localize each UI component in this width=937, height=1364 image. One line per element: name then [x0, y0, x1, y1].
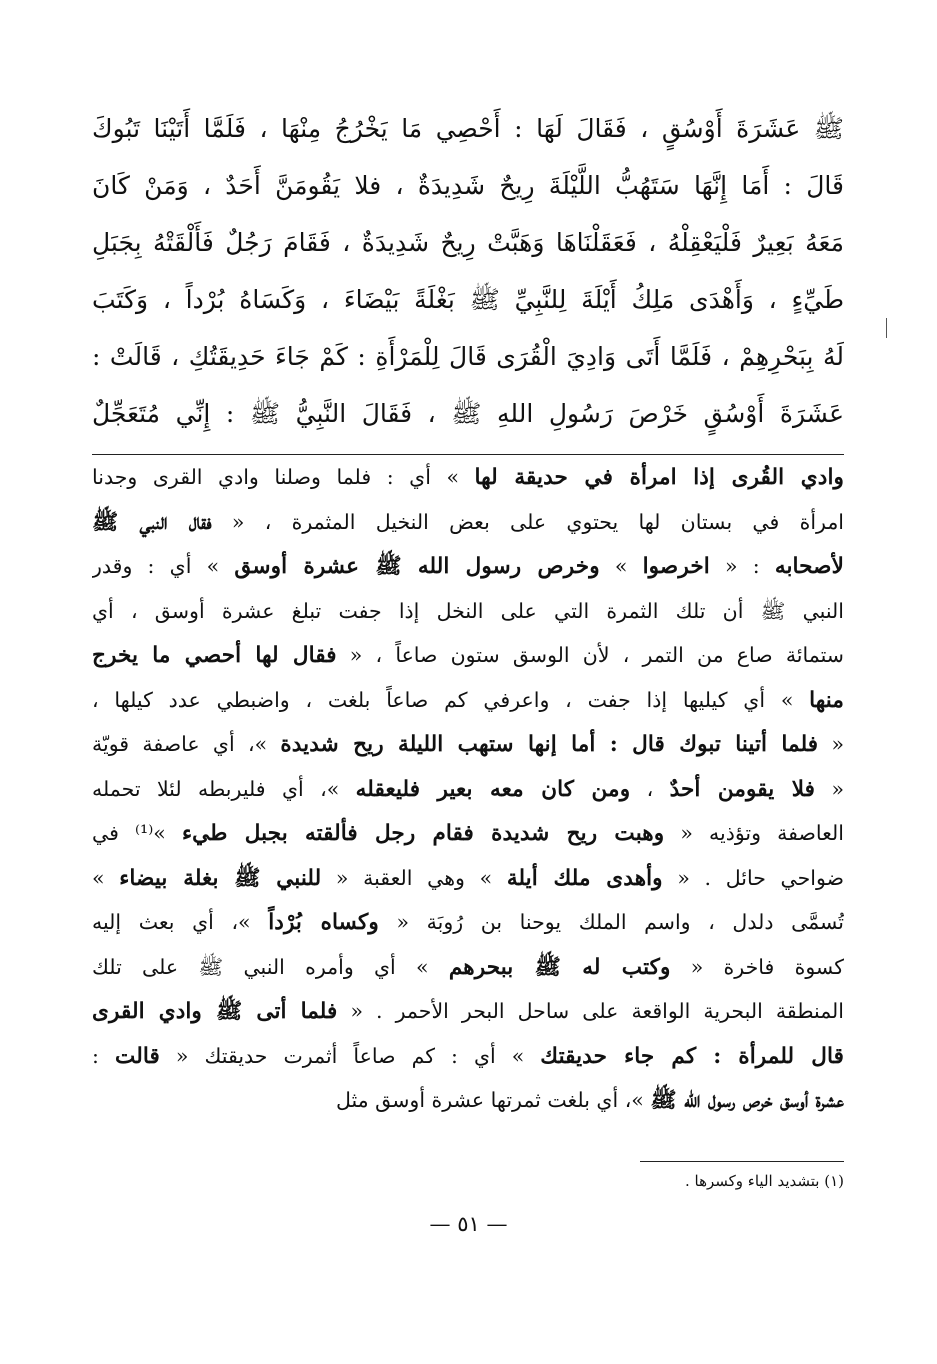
commentary-line [92, 811, 844, 856]
commentary-segment: » [599, 554, 643, 578]
emphasized-quote: للنبي ﷺ بغلة بيضاء [119, 865, 322, 891]
emphasized-quote: اخرصوا [642, 554, 710, 579]
emphasized-quote: عشرة أوسق خرص رسول الله ﷺ [650, 1088, 844, 1113]
commentary-segment: » أي وأمره النبي ﷺ على تلك [92, 954, 449, 979]
commentary-segment: ، [630, 776, 670, 801]
commentary-segment: المنطقة البحرية الواقعة على ساحل البحر الأحمر . « [337, 999, 844, 1023]
commentary-segment: : [92, 1043, 115, 1068]
commentary-segment: »، أي بعث إليه [92, 910, 269, 934]
emphasized-quote: فقال لها أحصي ما يخرج [92, 643, 337, 668]
commentary-segment: » أي : فلما وصلنا وادي القرى وجدنا [92, 465, 475, 489]
commentary-segment: »، أي عاصفة قويّة [92, 732, 281, 756]
emphasized-quote: وهبت ريح شديدة فقام رجل فألقته بجبل طيء [181, 821, 665, 846]
page-number: — ٥١ — [429, 1212, 508, 1236]
commentary-segment: « [815, 776, 844, 801]
hadith-line: مَعَهُ بَعِيرٌ فَلْيَعْقِلْهُ ، فَعَقَلْنَاهَا وَهَبَّتْ رِيحٌ شَدِيدَةٌ ، فَقَامَ رَجُلٌ فَأَلْقَتْهُ بِجَبَلِ [92, 228, 844, 257]
commentary-line [92, 589, 844, 634]
commentary-line [92, 989, 844, 1034]
commentary-line [92, 856, 844, 901]
emphasized-quote: قالت [114, 1043, 160, 1069]
footnote-divider [640, 1161, 844, 1162]
commentary-segment: » أي كيليها إذا جفت ، واعرفي كم صاعاً بلغت ، واضبطي عدد كيلها ، [92, 687, 810, 712]
commentary-segment: العاصفة وتؤذيه « [664, 821, 844, 845]
commentary-segment: النبي ﷺ أن تلك الثمرة التي على النخل إذا جفت تبلغ عشرة أوسق ، أي [92, 598, 844, 623]
commentary-segment: كسوة فاخرة « [670, 954, 844, 979]
hadith-line: لَهُ بِبَحْرِهِمْ ، فَلَمَّا أَتَى وَادِيَ الْقُرَى قَالَ لِلْمَرْأَةِ : كَمْ جَاءَ حَدِيقَتُكِ ، قَالَتْ : [92, 342, 844, 371]
commentary-segment: » وهي العقبة « [321, 865, 507, 890]
emphasized-quote: وكساه بُرْداً [268, 910, 379, 935]
commentary-segment: » أي : كم صاعاً أثمرت حديقتك « [159, 1043, 541, 1068]
emphasized-quote: وكتب له ﷺ ببحرهم [448, 954, 671, 980]
emphasized-quote: وأهدى ملك أيلة [506, 865, 663, 891]
commentary-segment: : « [709, 554, 775, 578]
commentary-line [92, 1034, 844, 1079]
emphasized-quote: قال للمرأة : كم جاء حديقتك [540, 1043, 844, 1069]
commentary-line [92, 722, 844, 767]
commentary-segment: ضواحي حائل . « [662, 865, 844, 890]
commentary-segment: تُسمَّى دلدل ، واسم الملك يوحنا بن رُوبَة « [378, 910, 844, 934]
commentary-segment: ستمائة صاع من التمر ، لأن الوسق ستون صاعاً ، « [336, 643, 844, 667]
commentary-segment: »، أي فليربطه لئلا تحمله [92, 776, 356, 801]
commentary-segment: » أي : وقدر [92, 554, 235, 578]
commentary-line [92, 633, 844, 678]
footnote: (١) بتشديد الياء وكسرها . [684, 1172, 844, 1190]
emphasized-quote: لأصحابه [774, 554, 844, 579]
commentary-segment: « [818, 732, 844, 756]
commentary-line [92, 767, 844, 812]
hadith-line: ﷺ عَشَرَةَ أَوْسُقٍ ، فَقَالَ لَهَا : أَحْصِي مَا يَخْرُجُ مِنْهَا ، فَلَمَّا أَتَيْنَا تَبُوكَ [92, 114, 844, 143]
commentary-segment: »، أي بلغت ثمرتها عشرة أوسق مثل [335, 1088, 651, 1112]
commentary-segment: امرأة في بستان لها يحتوي على بعض النخيل المثمرة ، « [211, 509, 844, 534]
commentary-line [92, 945, 844, 990]
commentary-line [92, 544, 844, 589]
hadith-line: قَالَ : أَمَا إِنَّهَا سَتَهُبُّ اللَّيْلَةَ رِيحٌ شَدِيدَةٌ ، فلا يَقُومَنَّ أَحَدٌ ، وَمَنْ كَانَ [92, 171, 844, 200]
hadith-text-block [92, 100, 844, 442]
commentary-line [92, 455, 844, 500]
emphasized-quote: فلما أتى ﷺ وادي القرى [92, 999, 338, 1024]
commentary-segment: » [92, 865, 120, 890]
emphasized-quote: فلما أتينا تبوك قال : أما إنها ستهب الليلة ريح شديدة [280, 732, 819, 757]
hadith-line: طَيِّءٍ ، وَأَهْدَى مَلِكُ أَيْلَةَ لِلنَّبِيِّ ﷺ بَغْلَةً بَيْضَاءَ ، وَكَسَاهُ بُرْداً ، وَكَتَبَ [92, 285, 844, 314]
hadith-line: عَشَرَةَ أَوْسُقٍ خَرْصَ رَسُولِ اللهِ ﷺ ، فَقَالَ النَّبِيُّ ﷺ : إِنِّي مُتَعَجِّلٌ [92, 399, 844, 428]
commentary-segment: »⁽¹⁾ في [92, 821, 182, 845]
commentary-line [92, 900, 844, 945]
emphasized-quote: وادي القُرى إذا امرأة في حديقة لها [474, 465, 844, 490]
commentary-line [92, 1078, 844, 1123]
emphasized-quote: فقال النبي ﷺ [92, 509, 212, 535]
emphasized-quote: وخرص رسول الله ﷺ عشرة أوسق [234, 554, 600, 579]
margin-mark [886, 318, 887, 338]
commentary-line [92, 500, 844, 545]
emphasized-quote: فلا يقومن أحدٌ [669, 776, 816, 802]
emphasized-quote: ومن كان معه بعير فليعقله [355, 776, 631, 802]
commentary-line [92, 678, 844, 723]
emphasized-quote: منها [809, 687, 844, 713]
commentary-text-block [92, 455, 844, 1123]
